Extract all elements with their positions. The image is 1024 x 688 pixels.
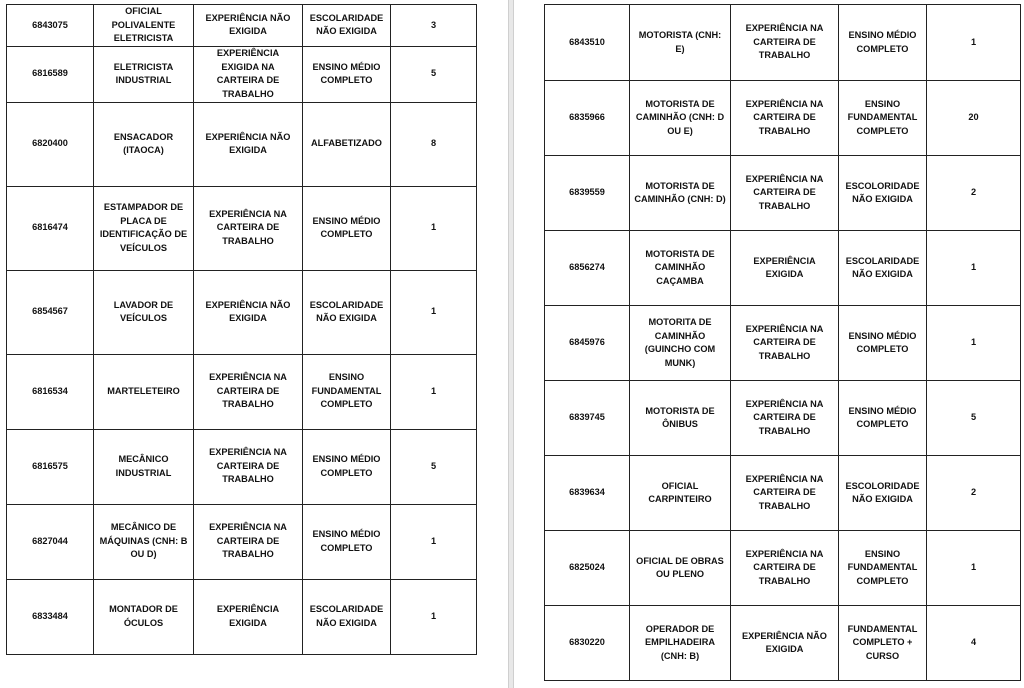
cell-experience: EXPERIÊNCIA NA CARTEIRA DE TRABALHO bbox=[731, 81, 839, 156]
table-row bbox=[545, 306, 1021, 381]
cell-code: 6839559 bbox=[545, 156, 630, 231]
cell-vacancies: 1 bbox=[391, 579, 477, 654]
cell-occupation: MOTORISTA DE CAMINHÃO CAÇAMBA bbox=[630, 231, 731, 306]
cell-experience: EXPERIÊNCIA NA CARTEIRA DE TRABALHO bbox=[194, 429, 303, 504]
table-row bbox=[545, 156, 1021, 231]
cell-education: FUNDAMENTAL COMPLETO + CURSO bbox=[839, 606, 927, 681]
cell-experience: EXPERIÊNCIA NÃO EXIGIDA bbox=[731, 606, 839, 681]
cell-code: 6816474 bbox=[7, 186, 94, 270]
cell-experience: EXPERIÊNCIA EXIGIDA bbox=[731, 231, 839, 306]
cell-experience: EXPERIÊNCIA NA CARTEIRA DE TRABALHO bbox=[731, 381, 839, 456]
cell-experience: EXPERIÊNCIA NA CARTEIRA DE TRABALHO bbox=[731, 5, 839, 81]
cell-experience: EXPERIÊNCIA NÃO EXIGIDA bbox=[194, 270, 303, 354]
cell-vacancies: 2 bbox=[927, 456, 1021, 531]
cell-code: 6839634 bbox=[545, 456, 630, 531]
cell-vacancies: 1 bbox=[391, 504, 477, 579]
cell-vacancies: 1 bbox=[391, 270, 477, 354]
cell-vacancies: 1 bbox=[391, 186, 477, 270]
cell-occupation: ELETRICISTA INDUSTRIAL bbox=[94, 46, 194, 102]
table-row bbox=[7, 429, 477, 504]
cell-experience: EXPERIÊNCIA EXIGIDA bbox=[194, 579, 303, 654]
cell-vacancies: 2 bbox=[927, 156, 1021, 231]
cell-occupation: MOTORISTA DE CAMINHÃO (CNH: D) bbox=[630, 156, 731, 231]
cell-code: 6830220 bbox=[545, 606, 630, 681]
cell-education: ENSINO FUNDAMENTAL COMPLETO bbox=[303, 354, 391, 429]
cell-occupation: LAVADOR DE VEÍCULOS bbox=[94, 270, 194, 354]
cell-code: 6816534 bbox=[7, 354, 94, 429]
cell-occupation: ENSACADOR (ITAOCA) bbox=[94, 102, 194, 186]
cell-education: ENSINO FUNDAMENTAL COMPLETO bbox=[839, 81, 927, 156]
table-row bbox=[7, 579, 477, 654]
cell-education: ESCOLARIDADE NÃO EXIGIDA bbox=[303, 579, 391, 654]
cell-code: 6825024 bbox=[545, 531, 630, 606]
cell-occupation: MOTORISTA DE CAMINHÃO (CNH: D OU E) bbox=[630, 81, 731, 156]
cell-vacancies: 8 bbox=[391, 102, 477, 186]
job-table-left bbox=[6, 4, 477, 655]
cell-occupation: OPERADOR DE EMPILHADEIRA (CNH: B) bbox=[630, 606, 731, 681]
cell-experience: EXPERIÊNCIA EXIGIDA NA CARTEIRA DE TRABALHO bbox=[194, 46, 303, 102]
cell-education: ESCOLARIDADE NÃO EXIGIDA bbox=[839, 231, 927, 306]
cell-occupation: OFICIAL DE OBRAS OU PLENO bbox=[630, 531, 731, 606]
table-row bbox=[7, 102, 477, 186]
table-row bbox=[545, 81, 1021, 156]
cell-education: ENSINO MÉDIO COMPLETO bbox=[839, 5, 927, 81]
cell-vacancies: 5 bbox=[391, 46, 477, 102]
cell-vacancies: 3 bbox=[391, 5, 477, 47]
cell-vacancies: 1 bbox=[927, 5, 1021, 81]
cell-code: 6820400 bbox=[7, 102, 94, 186]
cell-occupation: MOTORISTA (CNH: E) bbox=[630, 5, 731, 81]
cell-vacancies: 1 bbox=[927, 531, 1021, 606]
table-row bbox=[7, 354, 477, 429]
cell-code: 6816575 bbox=[7, 429, 94, 504]
table-row bbox=[545, 531, 1021, 606]
cell-occupation: MECÂNICO DE MÁQUINAS (CNH: B OU D) bbox=[94, 504, 194, 579]
cell-education: ENSINO MÉDIO COMPLETO bbox=[303, 186, 391, 270]
cell-vacancies: 1 bbox=[927, 306, 1021, 381]
page-left bbox=[0, 0, 508, 688]
cell-code: 6843510 bbox=[545, 5, 630, 81]
cell-occupation: MOTORITA DE CAMINHÃO (GUINCHO COM MUNK) bbox=[630, 306, 731, 381]
cell-experience: EXPERIÊNCIA NA CARTEIRA DE TRABALHO bbox=[731, 531, 839, 606]
cell-vacancies: 5 bbox=[391, 429, 477, 504]
cell-education: ESCOLORIDADE NÃO EXIGIDA bbox=[839, 156, 927, 231]
table-row bbox=[545, 606, 1021, 681]
cell-code: 6835966 bbox=[545, 81, 630, 156]
cell-occupation: MECÂNICO INDUSTRIAL bbox=[94, 429, 194, 504]
cell-experience: EXPERIÊNCIA NA CARTEIRA DE TRABALHO bbox=[194, 504, 303, 579]
cell-code: 6827044 bbox=[7, 504, 94, 579]
cell-education: ALFABETIZADO bbox=[303, 102, 391, 186]
cell-education: ESCOLORIDADE NÃO EXIGIDA bbox=[839, 456, 927, 531]
cell-experience: EXPERIÊNCIA NÃO EXIGIDA bbox=[194, 102, 303, 186]
cell-occupation: MARTELETEIRO bbox=[94, 354, 194, 429]
table-row bbox=[7, 504, 477, 579]
table-row bbox=[7, 46, 477, 102]
cell-code: 6816589 bbox=[7, 46, 94, 102]
table-row bbox=[7, 270, 477, 354]
cell-code: 6833484 bbox=[7, 579, 94, 654]
cell-vacancies: 1 bbox=[391, 354, 477, 429]
cell-education: ENSINO MÉDIO COMPLETO bbox=[303, 46, 391, 102]
cell-code: 6845976 bbox=[545, 306, 630, 381]
cell-education: ENSINO MÉDIO COMPLETO bbox=[303, 504, 391, 579]
cell-code: 6856274 bbox=[545, 231, 630, 306]
cell-education: ENSINO FUNDAMENTAL COMPLETO bbox=[839, 531, 927, 606]
job-table-right bbox=[544, 4, 1021, 681]
cell-education: ESCOLARIDADE NÃO EXIGIDA bbox=[303, 5, 391, 47]
cell-education: ENSINO MÉDIO COMPLETO bbox=[839, 306, 927, 381]
cell-experience: EXPERIÊNCIA NA CARTEIRA DE TRABALHO bbox=[731, 456, 839, 531]
cell-experience: EXPERIÊNCIA NA CARTEIRA DE TRABALHO bbox=[731, 306, 839, 381]
cell-vacancies: 4 bbox=[927, 606, 1021, 681]
cell-occupation: MONTADOR DE ÓCULOS bbox=[94, 579, 194, 654]
cell-occupation: MOTORISTA DE ÔNIBUS bbox=[630, 381, 731, 456]
cell-code: 6843075 bbox=[7, 5, 94, 47]
cell-code: 6854567 bbox=[7, 270, 94, 354]
cell-experience: EXPERIÊNCIA NA CARTEIRA DE TRABALHO bbox=[731, 156, 839, 231]
cell-education: ENSINO MÉDIO COMPLETO bbox=[303, 429, 391, 504]
cell-experience: EXPERIÊNCIA NA CARTEIRA DE TRABALHO bbox=[194, 186, 303, 270]
table-row bbox=[7, 5, 477, 47]
cell-vacancies: 20 bbox=[927, 81, 1021, 156]
cell-experience: EXPERIÊNCIA NÃO EXIGIDA bbox=[194, 5, 303, 47]
table-row bbox=[545, 456, 1021, 531]
cell-occupation: OFICIAL POLIVALENTE ELETRICISTA bbox=[94, 5, 194, 47]
cell-vacancies: 1 bbox=[927, 231, 1021, 306]
cell-education: ESCOLARIDADE NÃO EXIGIDA bbox=[303, 270, 391, 354]
table-row bbox=[545, 231, 1021, 306]
cell-vacancies: 5 bbox=[927, 381, 1021, 456]
cell-education: ENSINO MÉDIO COMPLETO bbox=[839, 381, 927, 456]
table-row bbox=[545, 5, 1021, 81]
table-row bbox=[7, 186, 477, 270]
table-row bbox=[545, 381, 1021, 456]
page-right bbox=[514, 0, 1024, 688]
cell-occupation: ESTAMPADOR DE PLACA DE IDENTIFICAÇÃO DE VEÍCULOS bbox=[94, 186, 194, 270]
cell-occupation: OFICIAL CARPINTEIRO bbox=[630, 456, 731, 531]
cell-code: 6839745 bbox=[545, 381, 630, 456]
cell-experience: EXPERIÊNCIA NA CARTEIRA DE TRABALHO bbox=[194, 354, 303, 429]
